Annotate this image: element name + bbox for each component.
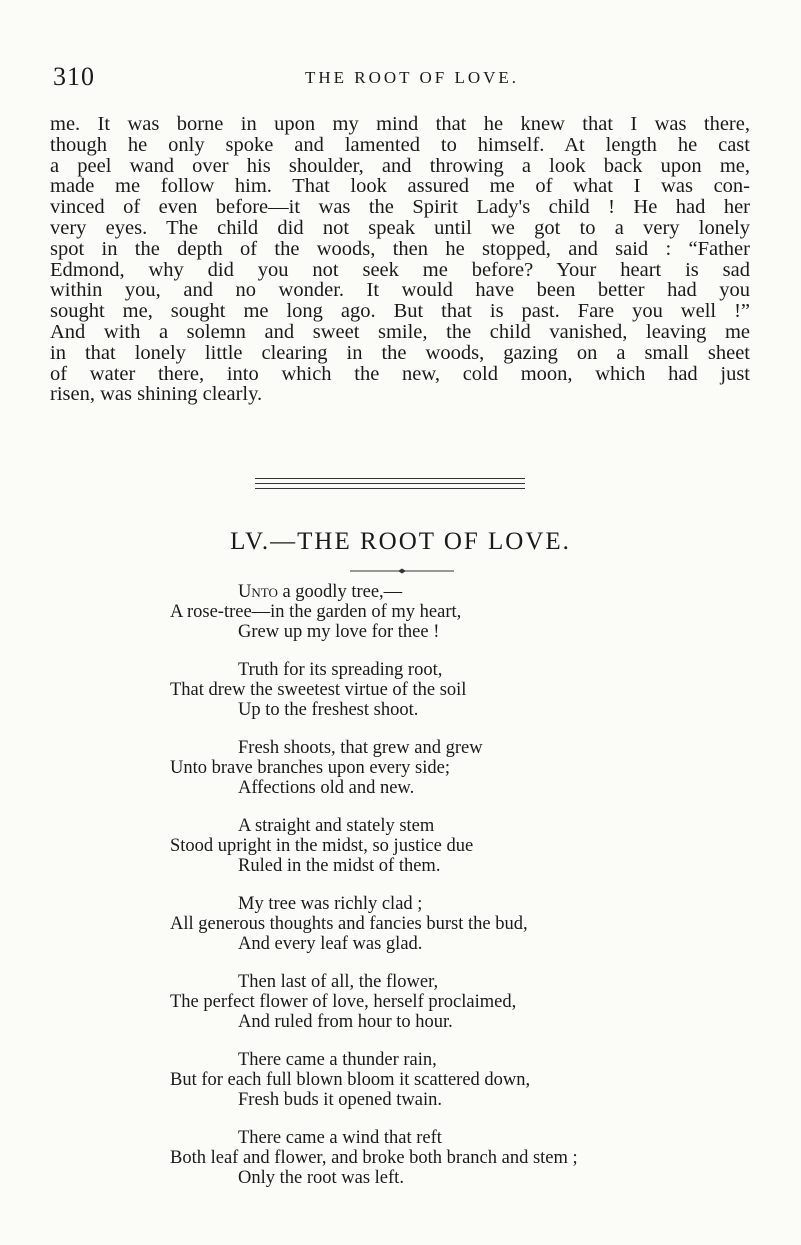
prose-line: though he only spoke and lamented to himself. At length he cast bbox=[50, 133, 750, 156]
section-divider-middle bbox=[255, 483, 525, 484]
prose-line: within you, and no wonder. It would have been better had you bbox=[50, 279, 750, 302]
poem-stanza bbox=[0, 894, 801, 954]
poem-line: There came a wind that reft bbox=[238, 1128, 442, 1148]
prose-paragraph bbox=[50, 114, 750, 405]
poem-line: Grew up my love for thee ! bbox=[238, 622, 440, 642]
poem-line: Ruled in the midst of them. bbox=[238, 856, 441, 876]
prose-line: And with a solemn and sweet smile, the child vanished, leaving me bbox=[50, 320, 750, 343]
prose-line: me. It was borne in upon my mind that he knew that I was there, bbox=[50, 113, 750, 135]
poem-line: Stood upright in the midst, so justice due bbox=[170, 836, 474, 856]
poem-line: And ruled from hour to hour. bbox=[238, 1012, 453, 1032]
poem-line: But for each full blown bloom it scattered down, bbox=[170, 1070, 531, 1090]
section-title: LV.—THE ROOT OF LOVE. bbox=[230, 528, 571, 555]
prose-line: of water there, into which the new, cold moon, which had just bbox=[50, 362, 750, 385]
poem-line: All generous thoughts and fancies burst the bud, bbox=[170, 914, 528, 934]
poem-line: Then last of all, the flower, bbox=[238, 972, 439, 992]
poem-line: Up to the freshest shoot. bbox=[238, 700, 419, 720]
poem-line: My tree was richly clad ; bbox=[238, 894, 423, 914]
poem-stanza bbox=[0, 1128, 801, 1188]
poem-line bbox=[0, 582, 801, 602]
prose-line: in that lonely little clearing in the woods, gazing on a small sheet bbox=[50, 341, 750, 364]
poem-line: And every leaf was glad. bbox=[238, 934, 423, 954]
poem-stanza bbox=[0, 660, 801, 720]
poem-initial-word: Unto bbox=[238, 582, 278, 602]
poem-line: That drew the sweetest virtue of the soil bbox=[170, 680, 467, 700]
ornament-divider bbox=[350, 568, 454, 574]
prose-line: vinced of even before—it was the Spirit Lady's child ! He had her bbox=[50, 196, 750, 219]
poem-line-text: a goodly tree,— bbox=[277, 582, 403, 602]
poem-stanza bbox=[0, 1050, 801, 1110]
poem-line: Fresh buds it opened twain. bbox=[238, 1090, 442, 1110]
poem-line: Only the root was left. bbox=[238, 1168, 404, 1188]
poem-stanza bbox=[0, 972, 801, 1032]
poem-line: Fresh shoots, that grew and grew bbox=[238, 738, 483, 758]
prose-line: a peel wand over his shoulder, and throwing a look back upon me, bbox=[50, 154, 750, 177]
poem-stanza bbox=[0, 582, 801, 642]
poem-line: The perfect flower of love, herself proclaimed, bbox=[170, 992, 517, 1012]
prose-line: very eyes. The child did not speak until we got to a very lonely bbox=[50, 216, 750, 239]
poem-line: Affections old and new. bbox=[238, 778, 415, 798]
prose-line: risen, was shining clearly. bbox=[50, 383, 263, 406]
poem-stanza bbox=[0, 738, 801, 798]
prose-line: sought me, sought me long ago. But that is past. Fare you well !” bbox=[50, 300, 750, 323]
poem-stanza bbox=[0, 816, 801, 876]
poem-line: Both leaf and flower, and broke both branch and stem ; bbox=[170, 1148, 578, 1168]
poem bbox=[0, 582, 801, 1206]
poem-line: There came a thunder rain, bbox=[238, 1050, 437, 1070]
poem-line: A rose-tree—in the garden of my heart, bbox=[170, 602, 462, 622]
prose-line: spot in the depth of the woods, then he stopped, and said : “Father bbox=[50, 237, 750, 260]
page-number: 310 bbox=[53, 62, 95, 91]
prose-line: Edmond, why did you not seek me before? Your heart is sad bbox=[50, 258, 750, 281]
section-divider-bottom bbox=[255, 488, 525, 489]
prose-line: made me follow him. That look assured me of what I was con- bbox=[50, 175, 750, 198]
poem-line: Truth for its spreading root, bbox=[238, 660, 443, 680]
poem-line: Unto brave branches upon every side; bbox=[170, 758, 450, 778]
section-divider-top bbox=[255, 478, 525, 479]
page-header bbox=[53, 62, 751, 92]
poem-line: A straight and stately stem bbox=[238, 816, 435, 836]
running-title: THE ROOT OF LOVE. bbox=[304, 68, 520, 87]
